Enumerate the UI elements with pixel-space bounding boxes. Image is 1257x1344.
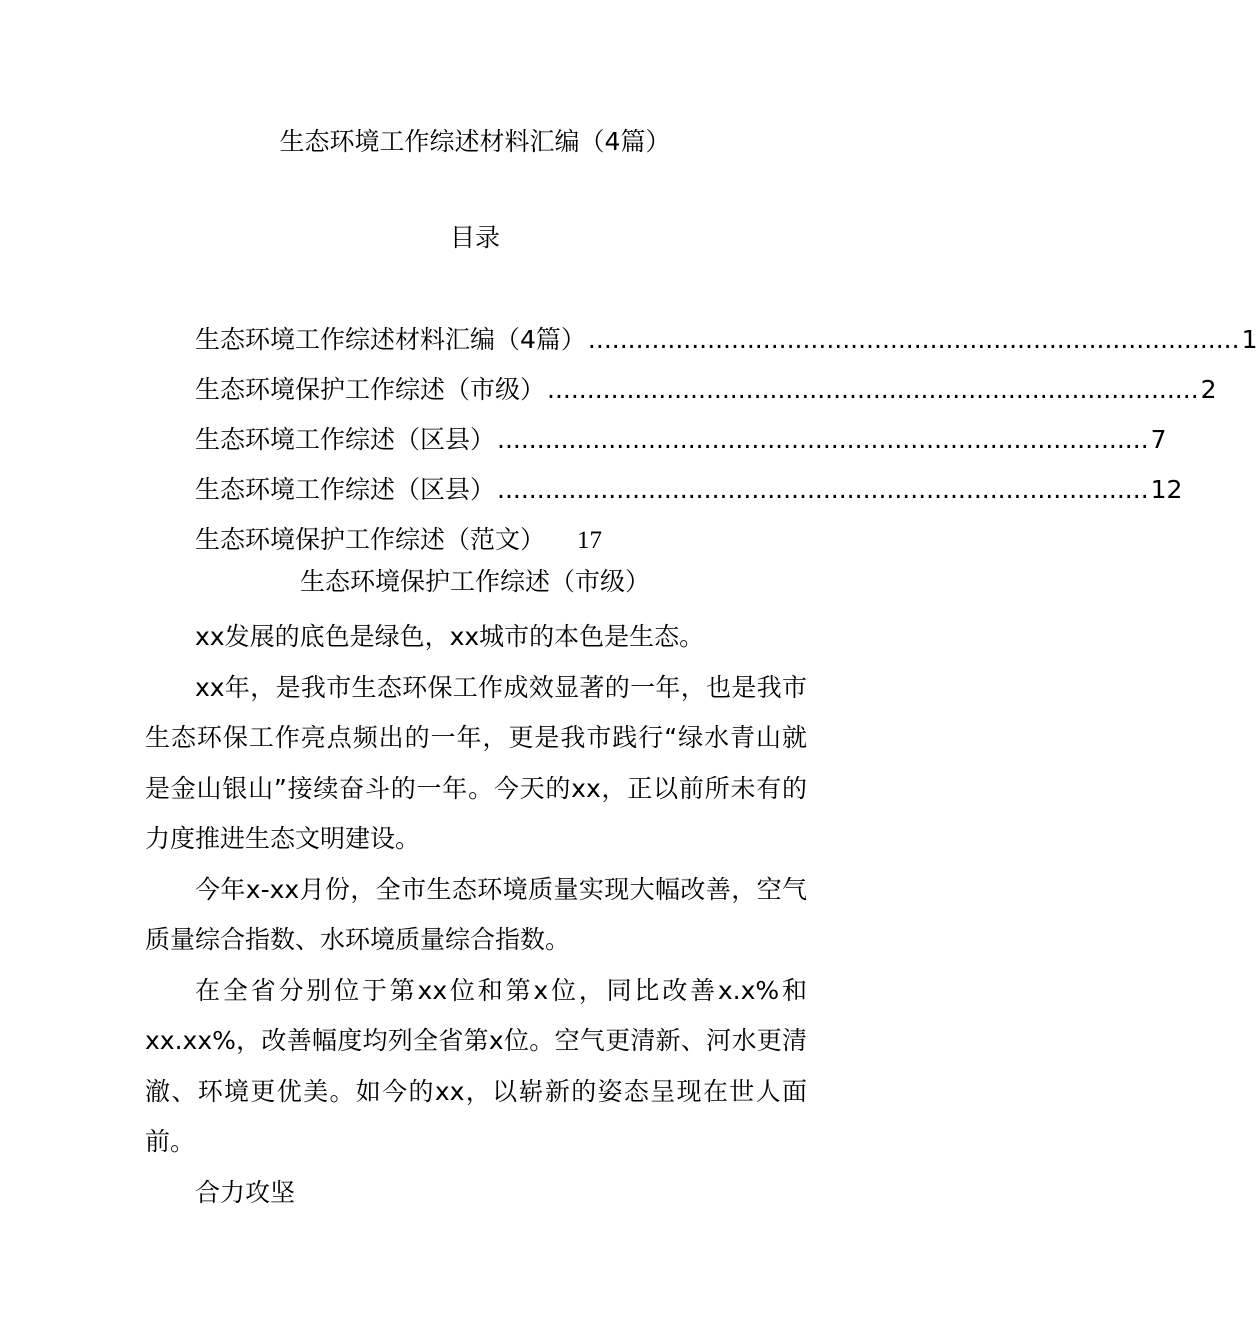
toc-entry-label: 生态环境保护工作综述（市级） xyxy=(195,375,546,404)
toc-entry-page: 12 xyxy=(1150,475,1183,504)
toc-leader-dots: .................................................................................. xyxy=(547,375,1199,404)
paragraph: xx发展的底色是绿色，xx城市的本色是生态。 xyxy=(195,622,705,651)
toc-entry-label: 生态环境保护工作综述（范文） xyxy=(195,525,546,554)
toc-entry-label: 生态环境工作综述（区县） xyxy=(195,475,496,504)
paragraph: 今年x-xx月份，全市生态环境质量实现大幅改善，空气质量综合指数、水环境质量综合指数。 xyxy=(145,874,807,954)
toc-entry-page: 2 xyxy=(1200,375,1217,404)
toc-entry[interactable] xyxy=(195,520,805,564)
section-title: 生态环境保护工作综述（市级） xyxy=(299,567,650,596)
toc-entry[interactable] xyxy=(195,420,1167,470)
toc-leader-dots: .................................................................................. xyxy=(497,425,1149,454)
toc-entry-page: 7 xyxy=(1150,425,1167,454)
toc-heading: 目录 xyxy=(449,223,500,252)
toc-entry[interactable] xyxy=(195,470,1183,520)
table-of-contents xyxy=(195,320,1257,564)
toc-entry[interactable] xyxy=(195,320,1257,370)
toc-entry[interactable] xyxy=(195,370,1217,420)
toc-leader-dots: .................................................................................. xyxy=(497,475,1149,504)
paragraph-heading: 合力攻坚 xyxy=(195,1177,296,1207)
toc-entry-page: 17 xyxy=(577,527,603,554)
toc-entry-label: 生态环境工作综述材料汇编（4篇） xyxy=(195,325,586,354)
document-title: 生态环境工作综述材料汇编（4篇） xyxy=(279,127,671,156)
toc-entry-page: 1 xyxy=(1241,325,1257,354)
paragraph: xx年，是我市生态环保工作成效显著的一年，也是我市生态环保工作亮点频出的一年，更是我市践行“绿水青山就是金山银山”接续奋斗的一年。今天的xx，正以前所未有的力度推进生态文明建设。 xyxy=(145,672,807,853)
body-text xyxy=(145,612,807,1218)
toc-leader-dots: .................................................................................. xyxy=(587,325,1240,354)
toc-entry-label: 生态环境工作综述（区县） xyxy=(195,425,496,454)
paragraph: 在全省分别位于第xx位和第x位，同比改善x.x%和xx.xx%，改善幅度均列全省第x位。空气更清新、河水更清澈、环境更优美。如今的xx，以崭新的姿态呈现在世人面前。 xyxy=(145,975,807,1156)
